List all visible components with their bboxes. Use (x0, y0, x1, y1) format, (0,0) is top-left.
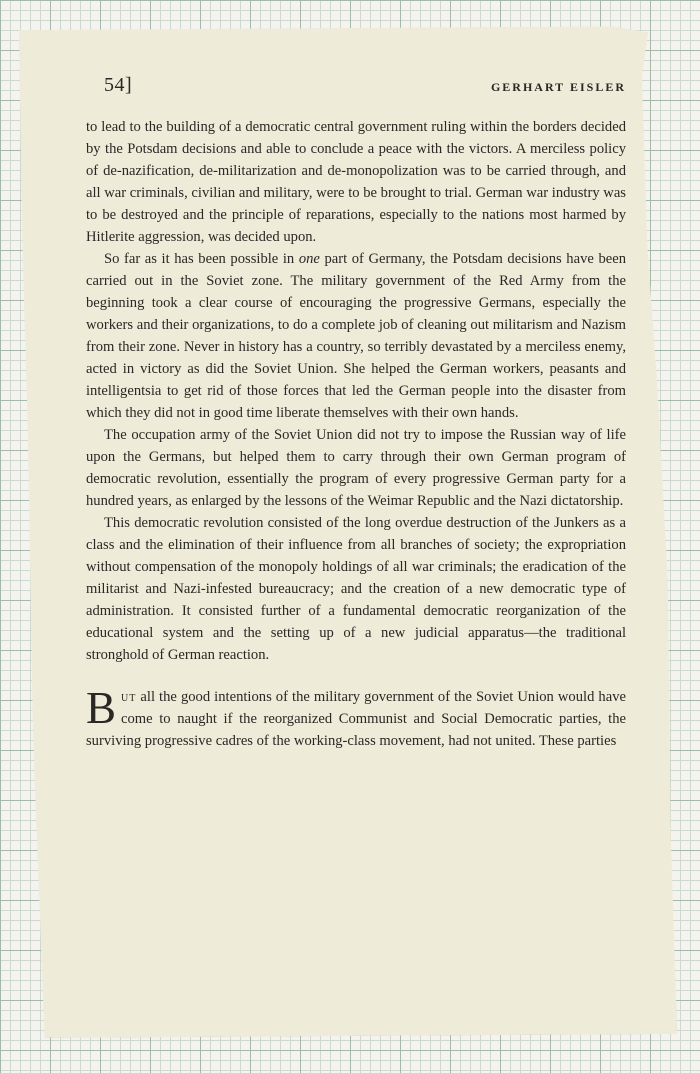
paragraph-2-start: So far as it has been possible in (104, 251, 299, 267)
paragraph-2-rest: part of Germany, the Potsdam decisions have been carried out in the Soviet zone. The military government of the Red Army from the beginning took a clear course of encouraging the progressive Germans, especially the workers and their organizations, to do a complete job of cleaning out militarism and Nazism from their zone. Never in history has a country, so terribly devastated by a merciless enemy, acted in victory as did the Soviet Union. She helped the German workers, peasants and intelligentsia to get rid of those forces that led the German people into the disaster from which they did not in good time liberate themselves with their own hands. (86, 251, 626, 421)
body-text (86, 116, 626, 752)
running-head (86, 74, 626, 110)
paragraph-5 (86, 683, 626, 752)
document-page (86, 74, 626, 752)
paragraph-2-emphasis: one (298, 251, 320, 267)
page-number: 54] (104, 74, 133, 96)
section-break (86, 666, 626, 686)
author-header: GERHART EISLER (490, 80, 626, 94)
paragraph-2 (86, 248, 626, 424)
drop-cap: B (86, 683, 117, 733)
paragraph-4: This democratic revolution consisted of the long overdue destruction of the Junkers as a class and the elimination of their influence from all branches of society; the expropriation without compensation of the monopoly holdings of all war criminals; the eradication of the militarist and Nazi-infested bureaucracy; and the creation of a new democratic type of administration. It consisted further of a fundamental democratic reorganization of the educational system and the setting up of a new judicial apparatus—the traditional stronghold of German reaction. (86, 515, 626, 663)
small-caps-lead: ut (121, 689, 137, 705)
paragraph-1: to lead to the building of a democratic central government ruling within the borders decided by the Potsdam decisions and able to conclude a peace with the victors. A merciless policy of de-nazification, de-militarization and de-monopolization was to be carried through, and all war criminals, civilian and military, were to be brought to trial. German war industry was to be destroyed and the principle of reparations, especially to the nations most harmed by Hitlerite aggression, was decided upon. (86, 119, 626, 245)
paragraph-3: The occupation army of the Soviet Union did not try to impose the Russian way of life upon the Germans, but helped them to carry through their own German program of democratic revolution, essentially the program of every progressive German party for a hundred years, as enlarged by the lessons of the Weimar Republic and the Nazi dictatorship. (86, 427, 626, 509)
paragraph-5-rest: all the good intentions of the military government of the Soviet Union would have come to naught if the reorganized Communist and Social Democratic parties, the surviving progressive cadres of the working-class movement, had not united. These parties (86, 689, 626, 749)
